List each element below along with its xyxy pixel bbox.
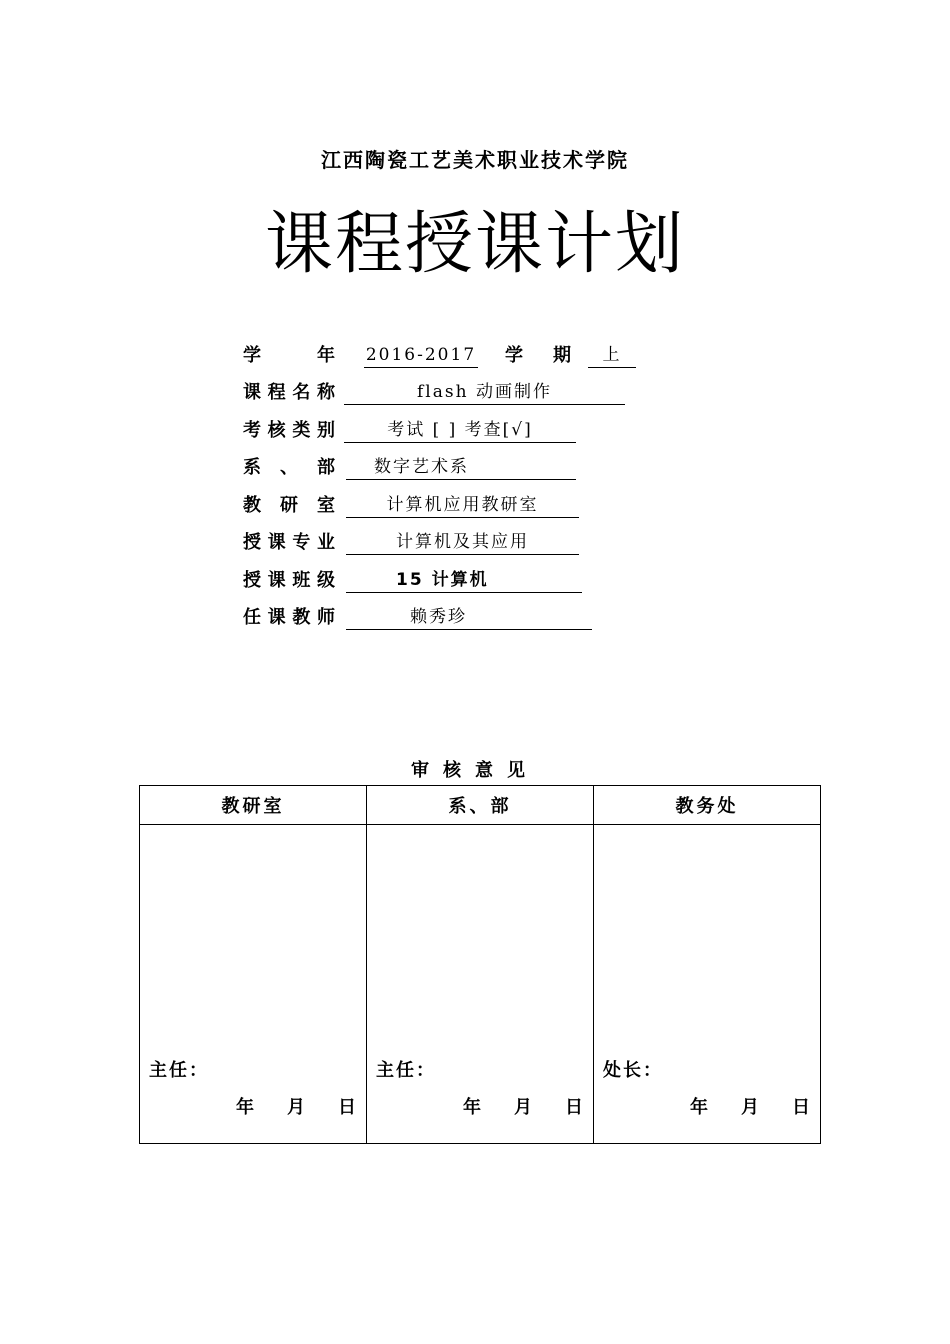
year-label-char-2: 年 (317, 345, 335, 366)
label-char: 授 (243, 570, 261, 591)
label-char: 、 (280, 457, 298, 478)
teacher-value (346, 605, 592, 630)
label-char: 别 (316, 420, 335, 441)
signer-role: 主任： (376, 1060, 436, 1081)
review-header-row (140, 786, 821, 825)
label-char: 师 (316, 607, 335, 628)
term-label (505, 344, 571, 368)
major-value: 计算机及其应用 (346, 530, 579, 555)
label-char: 课 (267, 607, 286, 628)
label-char: 级 (316, 570, 335, 591)
review-table (139, 785, 821, 1144)
class-value-text: 15 计算机 (396, 570, 489, 590)
term-label-char-1: 学 (505, 345, 523, 366)
date-month: 月 (514, 1097, 532, 1118)
assessment-label (243, 419, 335, 443)
term-label-char-2: 期 (553, 345, 571, 366)
label-char: 教 (292, 607, 311, 628)
office-value: 计算机应用教研室 (346, 493, 579, 518)
label-char: 室 (317, 495, 335, 516)
class-value (346, 568, 582, 593)
date-year: 年 (463, 1097, 481, 1118)
office-label (243, 494, 335, 518)
document-title: 课程授课计划 (264, 205, 685, 284)
course-value: flash 动画制作 (344, 380, 625, 405)
label-char: 系 (243, 457, 261, 478)
review-header-office: 教研室 (140, 786, 367, 825)
review-cell-dept (367, 825, 594, 1144)
class-label (243, 569, 335, 593)
date-day: 日 (792, 1097, 810, 1118)
signer-role: 处长： (603, 1060, 663, 1081)
label-char: 班 (292, 570, 311, 591)
date-day: 日 (565, 1097, 583, 1118)
term-value: 上 (588, 343, 636, 368)
review-header-dept: 系、部 (367, 786, 594, 825)
sign-date (236, 1093, 356, 1119)
label-char: 部 (317, 457, 335, 478)
review-header-academic-affairs: 教务处 (594, 786, 821, 825)
date-day: 日 (338, 1097, 356, 1118)
label-char: 称 (316, 382, 335, 403)
label-char: 核 (267, 420, 286, 441)
teacher-label (243, 606, 335, 630)
label-char: 类 (292, 420, 311, 441)
date-month: 月 (741, 1097, 759, 1118)
major-label (243, 531, 335, 555)
date-month: 月 (287, 1097, 305, 1118)
dept-label (243, 456, 335, 480)
teacher-value-text: 赖秀珍 (410, 607, 467, 627)
sign-date (463, 1093, 583, 1119)
label-char: 业 (316, 532, 335, 553)
label-char: 程 (267, 382, 286, 403)
signer-role: 主任： (149, 1060, 209, 1081)
year-label-char-1: 学 (243, 345, 261, 366)
label-char: 课 (267, 570, 286, 591)
label-char: 研 (280, 495, 298, 516)
label-char: 考 (243, 420, 261, 441)
dept-value (346, 455, 576, 480)
course-label (243, 381, 335, 405)
sign-date (690, 1093, 810, 1119)
review-body-row (140, 825, 821, 1144)
year-value: 2016-2017 (364, 343, 478, 368)
label-char: 课 (243, 382, 261, 403)
dept-value-text: 数字艺术系 (374, 457, 469, 477)
label-char: 授 (243, 532, 261, 553)
label-char: 任 (243, 607, 261, 628)
review-cell-academic-affairs (594, 825, 821, 1144)
review-title: 审核意见 (411, 760, 539, 781)
label-char: 名 (292, 382, 311, 403)
institution-name: 江西陶瓷工艺美术职业技术学院 (321, 148, 629, 172)
date-year: 年 (236, 1097, 254, 1118)
assessment-value: 考试 [ ] 考查[√] (344, 418, 576, 443)
year-label (243, 344, 335, 368)
date-year: 年 (690, 1097, 708, 1118)
label-char: 专 (292, 532, 311, 553)
label-char: 教 (243, 495, 261, 516)
review-cell-office (140, 825, 367, 1144)
label-char: 课 (267, 532, 286, 553)
